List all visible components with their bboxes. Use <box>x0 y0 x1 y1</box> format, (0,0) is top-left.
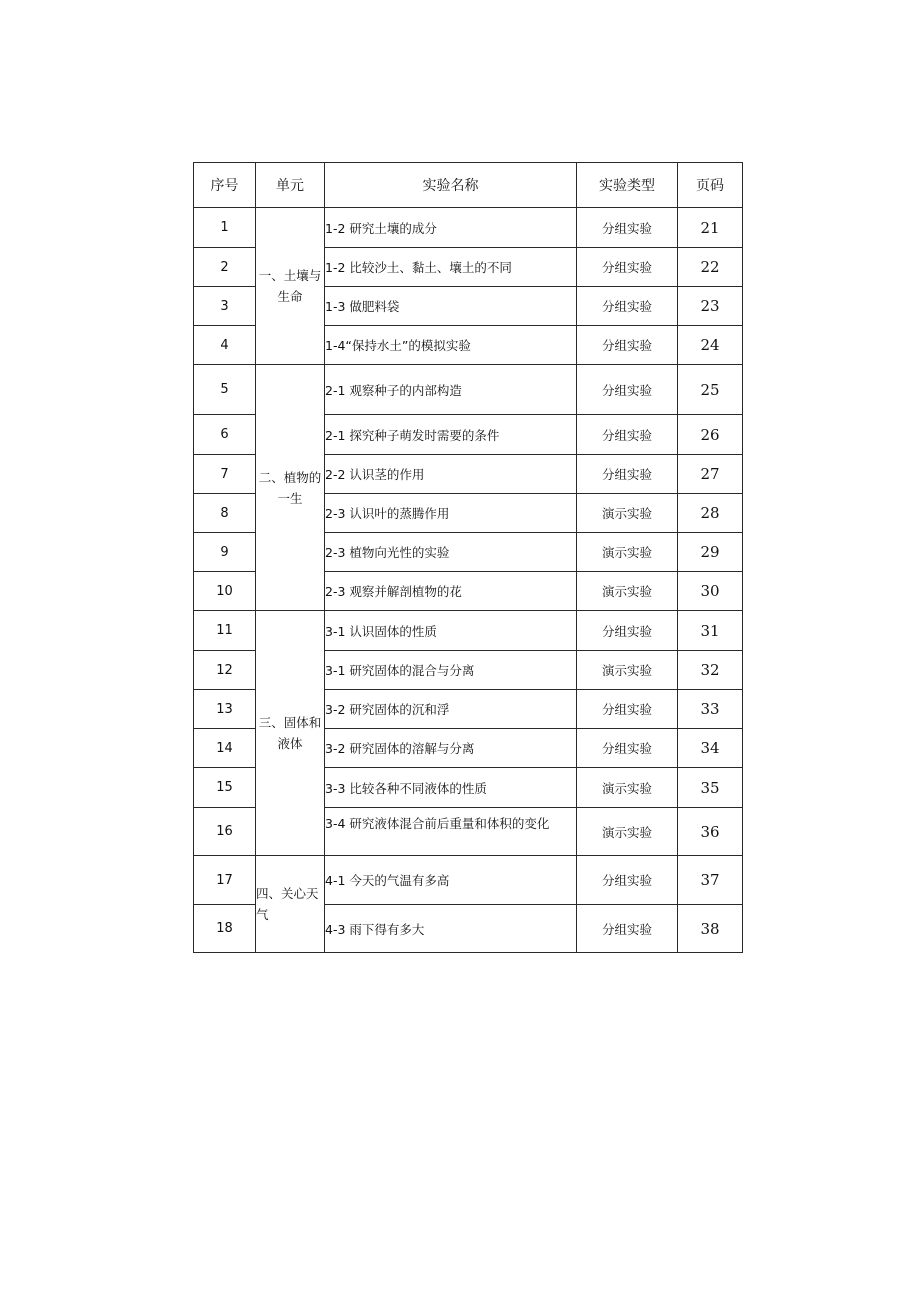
row-type: 演示实验 <box>577 768 678 808</box>
row-type: 演示实验 <box>577 651 678 690</box>
row-page: 30 <box>678 572 743 611</box>
header-unit: 单元 <box>256 163 325 208</box>
header-type: 实验类型 <box>577 163 678 208</box>
row-no: 7 <box>194 455 256 494</box>
row-no: 15 <box>194 768 256 808</box>
row-page: 27 <box>678 455 743 494</box>
row-page: 32 <box>678 651 743 690</box>
row-page: 31 <box>678 611 743 651</box>
row-name: 3-3 比较各种不同液体的性质 <box>325 768 577 808</box>
row-type: 分组实验 <box>577 611 678 651</box>
row-no: 14 <box>194 729 256 768</box>
row-name: 3-1 认识固体的性质 <box>325 611 577 651</box>
row-name: 2-3 植物向光性的实验 <box>325 533 577 572</box>
row-type: 分组实验 <box>577 326 678 365</box>
row-no: 1 <box>194 208 256 248</box>
row-name: 3-1 研究固体的混合与分离 <box>325 651 577 690</box>
row-type: 分组实验 <box>577 365 678 415</box>
row-no: 10 <box>194 572 256 611</box>
row-name: 2-3 观察并解剖植物的花 <box>325 572 577 611</box>
row-name: 1-2 研究土壤的成分 <box>325 208 577 248</box>
row-name: 1-4“保持水土”的模拟实验 <box>325 326 577 365</box>
row-name: 2-1 探究种子萌发时需要的条件 <box>325 415 577 455</box>
row-type: 分组实验 <box>577 856 678 905</box>
row-type: 分组实验 <box>577 415 678 455</box>
row-no: 17 <box>194 856 256 905</box>
row-no: 13 <box>194 690 256 729</box>
row-no: 16 <box>194 808 256 856</box>
row-name: 1-3 做肥料袋 <box>325 287 577 326</box>
header-no: 序号 <box>194 163 256 208</box>
table-row <box>194 208 743 248</box>
row-page: 38 <box>678 905 743 953</box>
row-no: 18 <box>194 905 256 953</box>
row-name: 2-3 认识叶的蒸腾作用 <box>325 494 577 533</box>
row-no: 6 <box>194 415 256 455</box>
header-row <box>194 163 743 208</box>
row-no: 12 <box>194 651 256 690</box>
header-page: 页码 <box>678 163 743 208</box>
row-type: 演示实验 <box>577 572 678 611</box>
unit-name: 四、关心天气 <box>256 886 319 922</box>
row-page: 26 <box>678 415 743 455</box>
row-name: 3-4 研究液体混合前后重量和体积的变化 <box>325 808 577 856</box>
row-name: 4-3 雨下得有多大 <box>325 905 577 953</box>
row-no: 8 <box>194 494 256 533</box>
row-no: 3 <box>194 287 256 326</box>
row-name: 1-2 比较沙土、黏土、壤土的不同 <box>325 248 577 287</box>
row-page: 36 <box>678 808 743 856</box>
row-no: 9 <box>194 533 256 572</box>
unit-name: 三、固体和液体 <box>258 715 322 751</box>
row-page: 22 <box>678 248 743 287</box>
row-page: 24 <box>678 326 743 365</box>
row-type: 演示实验 <box>577 533 678 572</box>
unit-cell <box>256 856 325 953</box>
row-page: 29 <box>678 533 743 572</box>
unit-cell <box>256 208 325 365</box>
row-type: 分组实验 <box>577 729 678 768</box>
row-type: 分组实验 <box>577 690 678 729</box>
row-type: 分组实验 <box>577 208 678 248</box>
row-page: 28 <box>678 494 743 533</box>
row-type: 演示实验 <box>577 808 678 856</box>
row-no: 5 <box>194 365 256 415</box>
row-name: 4-1 今天的气温有多高 <box>325 856 577 905</box>
row-type: 演示实验 <box>577 494 678 533</box>
row-no: 4 <box>194 326 256 365</box>
row-page: 33 <box>678 690 743 729</box>
row-type: 分组实验 <box>577 287 678 326</box>
row-name: 3-2 研究固体的溶解与分离 <box>325 729 577 768</box>
header-name: 实验名称 <box>325 163 577 208</box>
unit-cell <box>256 365 325 611</box>
row-page: 21 <box>678 208 743 248</box>
row-name: 2-1 观察种子的内部构造 <box>325 365 577 415</box>
row-type: 分组实验 <box>577 455 678 494</box>
table-row <box>194 611 743 651</box>
row-page: 23 <box>678 287 743 326</box>
row-name: 2-2 认识茎的作用 <box>325 455 577 494</box>
row-no: 11 <box>194 611 256 651</box>
row-page: 37 <box>678 856 743 905</box>
table-row <box>194 856 743 905</box>
table-row <box>194 365 743 415</box>
row-type: 分组实验 <box>577 248 678 287</box>
unit-name: 二、植物的一生 <box>258 469 322 506</box>
row-name: 3-2 研究固体的沉和浮 <box>325 690 577 729</box>
row-page: 34 <box>678 729 743 768</box>
unit-cell <box>256 611 325 856</box>
row-page: 25 <box>678 365 743 415</box>
row-type: 分组实验 <box>577 905 678 953</box>
row-no: 2 <box>194 248 256 287</box>
unit-name: 一、土壤与生命 <box>258 268 322 304</box>
row-page: 35 <box>678 768 743 808</box>
experiment-table <box>193 162 743 953</box>
